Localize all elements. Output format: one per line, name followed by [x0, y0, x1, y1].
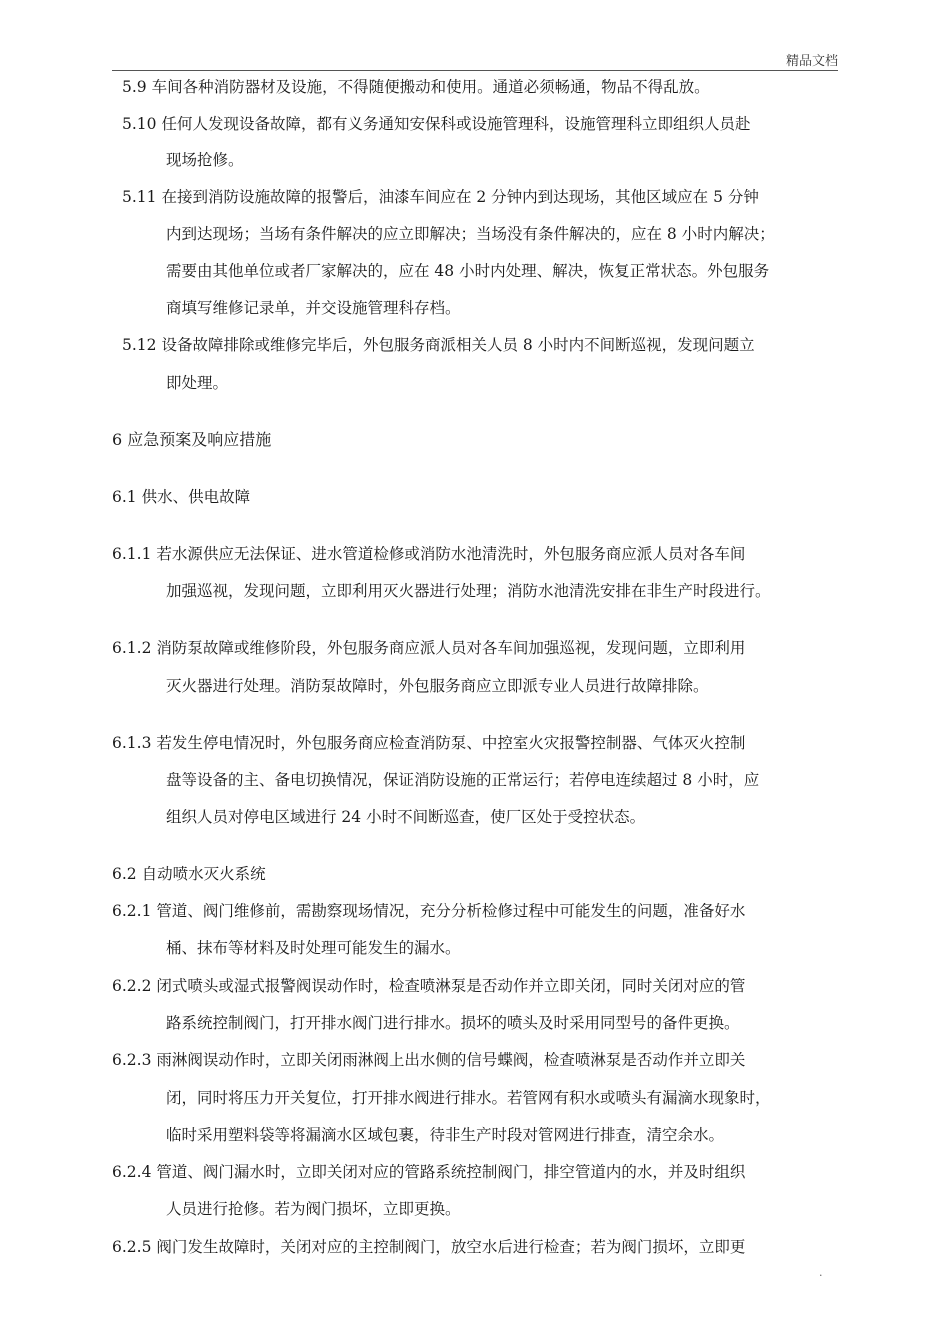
paragraph-6-2-4-line2: 人员进行抢修。若为阀门损坏，立即更换。 [166, 1200, 461, 1218]
paragraph-5-11-line4: 商填写维修记录单，并交设施管理科存档。 [166, 299, 461, 317]
paragraph-6-2-4-line1: 6.2.4 管道、阀门漏水时，立即关闭对应的管路系统控制阀门，排空管道内的水，并及时组织 [112, 1163, 746, 1181]
page-header-label: 精品文档 [785, 54, 838, 69]
paragraph-6-2-1-line1: 6.2.1 管道、阀门维修前，需勘察现场情况，充分分析检修过程中可能发生的问题，准备好水 [112, 902, 746, 920]
header-rule [112, 70, 838, 71]
subsection-heading-6-2: 6.2 自动喷水灭火系统 [112, 865, 266, 883]
footer-mark: . [819, 1266, 823, 1279]
paragraph-5-9: 5.9 车间各种消防器材及设施，不得随便搬动和使用。通道必须畅通，物品不得乱放。 [122, 78, 710, 96]
paragraph-5-11-line2: 内到达现场；当场有条件解决的应立即解决；当场没有条件解决的，应在 8 小时内解决； [166, 225, 775, 243]
paragraph-6-1-3-line2: 盘等设备的主、备电切换情况，保证消防设施的正常运行；若停电连续超过 8 小时，应 [166, 771, 760, 789]
paragraph-6-1-1-line2: 加强巡视，发现问题，立即利用灭火器进行处理；消防水池清洗安排在非生产时段进行。 [166, 582, 771, 600]
paragraph-6-1-2-line2: 灭火器进行处理。消防泵故障时，外包服务商应立即派专业人员进行故障排除。 [166, 677, 709, 695]
paragraph-5-10-line1: 5.10 任何人发现设备故障，都有义务通知安保科或设施管理科，设施管理科立即组织人员赴 [122, 115, 751, 133]
paragraph-5-10-line2: 现场抢修。 [166, 151, 244, 169]
paragraph-5-12-line2: 即处理。 [166, 374, 229, 392]
paragraph-6-2-2-line1: 6.2.2 闭式喷头或湿式报警阀误动作时，检查喷淋泵是否动作并立即关闭，同时关闭对应的管 [112, 977, 746, 995]
paragraph-6-2-5-line1: 6.2.5 阀门发生故障时，关闭对应的主控制阀门，放空水后进行检查；若为阀门损坏，立即更 [112, 1238, 746, 1256]
paragraph-6-1-3-line1: 6.1.3 若发生停电情况时，外包服务商应检查消防泵、中控室火灾报警控制器、气体灭火控制 [112, 734, 746, 752]
paragraph-6-2-3-line2: 闭，同时将压力开关复位，打开排水阀进行排水。若管网有积水或喷头有漏滴水现象时， [166, 1089, 771, 1107]
section-heading-6: 6 应急预案及响应措施 [112, 430, 272, 449]
paragraph-5-11-line3: 需要由其他单位或者厂家解决的，应在 48 小时内处理、解决，恢复正常状态。外包服务 [166, 262, 770, 280]
paragraph-6-2-3-line3: 临时采用塑料袋等将漏滴水区域包裹，待非生产时段对管网进行排查，清空余水。 [166, 1126, 725, 1144]
paragraph-6-1-2-line1: 6.1.2 消防泵故障或维修阶段，外包服务商应派人员对各车间加强巡视，发现问题，立即利用 [112, 639, 746, 657]
paragraph-6-2-1-line2: 桶、抹布等材料及时处理可能发生的漏水。 [166, 939, 461, 957]
paragraph-6-1-3-line3: 组织人员对停电区域进行 24 小时不间断巡查，使厂区处于受控状态。 [166, 808, 646, 826]
paragraph-5-11-line1: 5.11 在接到消防设施故障的报警后，油漆车间应在 2 分钟内到达现场，其他区域应在 5 分钟 [122, 188, 759, 206]
paragraph-6-1-1-line1: 6.1.1 若水源供应无法保证、进水管道检修或消防水池清洗时，外包服务商应派人员对各车间 [112, 545, 746, 563]
subsection-heading-6-1: 6.1 供水、供电故障 [112, 488, 251, 506]
paragraph-6-2-2-line2: 路系统控制阀门，打开排水阀门进行排水。损坏的喷头及时采用同型号的备件更换。 [166, 1014, 740, 1032]
paragraph-6-2-3-line1: 6.2.3 雨淋阀误动作时，立即关闭雨淋阀上出水侧的信号蝶阀，检查喷淋泵是否动作并立即关 [112, 1051, 746, 1069]
paragraph-5-12-line1: 5.12 设备故障排除或维修完毕后，外包服务商派相关人员 8 小时内不间断巡视，发现问题立 [122, 336, 755, 354]
